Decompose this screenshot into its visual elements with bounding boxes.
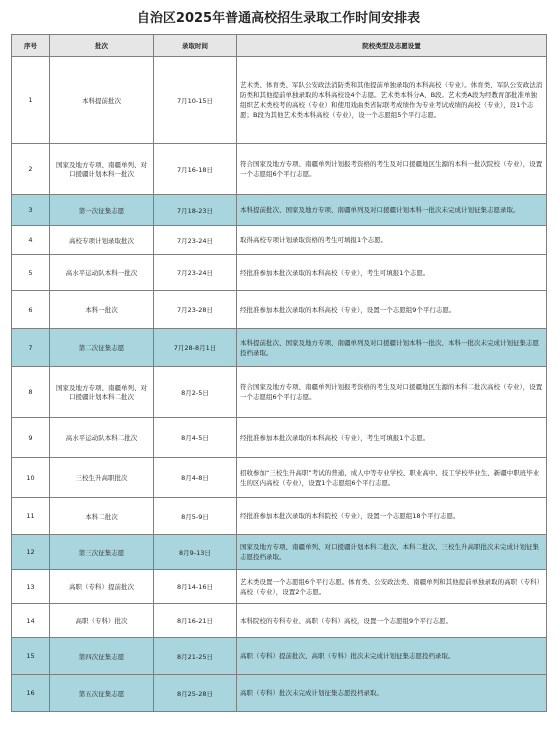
row-description: 艺术类设置一个志愿组6个平行志愿。体育类、公安政法类、南疆单列和其他提前单独录取的高职（专科）高校（专业），设置2个志愿。: [237, 570, 547, 604]
row-time: 8月4-8日: [154, 458, 237, 498]
row-batch: 第一次征集志愿: [50, 195, 154, 226]
row-number: 14: [12, 604, 50, 638]
table-row: [12, 638, 547, 675]
table-body: [12, 57, 547, 712]
table-header-row: [12, 35, 547, 57]
row-batch: 第四次征集志愿: [50, 638, 154, 675]
row-time: 8月25-28日: [154, 675, 237, 712]
row-batch: 第二次征集志愿: [50, 329, 154, 367]
header-desc: 院校类型及志愿设置: [237, 35, 547, 57]
row-description: 经批准参加本批次录取的本科院校（专业），设置一个志愿组18个平行志愿。: [237, 498, 547, 535]
table-row: [12, 604, 547, 638]
row-number: 15: [12, 638, 50, 675]
row-description: 符合国家及地方专项、南疆单列计划报考资格的考生及对口援疆地区生源的本科二批次高校（专业），设置一个志愿组6个平行志愿。: [237, 367, 547, 418]
row-description: 本科提前批次、国家及地方专项、南疆单列及对口援疆计划本科一批次、本科一批次未完成计划征集志愿投档录取。: [237, 329, 547, 367]
row-description: 符合国家及地方专项、南疆单列计划报考资格的考生及对口援疆地区生源的本科一批次院校（专业），设置一个志愿组6个平行志愿。: [237, 144, 547, 195]
row-time: 8月4-5日: [154, 418, 237, 458]
table-row: [12, 458, 547, 498]
row-batch: 第五次征集志愿: [50, 675, 154, 712]
row-batch: 高校专项计划录取批次: [50, 226, 154, 255]
table-row: [12, 226, 547, 255]
table-row: [12, 57, 547, 144]
row-batch: 高职（专科）批次: [50, 604, 154, 638]
row-description: 本科提前批次、国家及地方专项、南疆单列及对口援疆计划本科一批次未完成计划征集志愿录取。: [237, 195, 547, 226]
page-title: 自治区2025年普通高校招生录取工作时间安排表: [136, 11, 421, 26]
row-batch: 本科二批次: [50, 498, 154, 535]
row-batch: 高水平运动队本科二批次: [50, 418, 154, 458]
row-time: 7月23-24日: [154, 255, 237, 291]
header-no: 序号: [12, 35, 50, 57]
row-number: 1: [12, 57, 50, 144]
row-number: 11: [12, 498, 50, 535]
row-time: 7月10-15日: [154, 57, 237, 144]
row-description: 经批准参加本批次录取的本科高校（专业），设置一个志愿组9个平行志愿。: [237, 291, 547, 329]
row-number: 13: [12, 570, 50, 604]
row-time: 7月18-23日: [154, 195, 237, 226]
row-number: 5: [12, 255, 50, 291]
row-batch: 高职（专科）提前批次: [50, 570, 154, 604]
row-time: 8月21-25日: [154, 638, 237, 675]
row-time: 7月23-28日: [154, 291, 237, 329]
row-time: 7月28-8月1日: [154, 329, 237, 367]
row-time: 8月16-21日: [154, 604, 237, 638]
row-time: 7月23-24日: [154, 226, 237, 255]
row-number: 16: [12, 675, 50, 712]
row-time: 7月16-18日: [154, 144, 237, 195]
row-number: 4: [12, 226, 50, 255]
table-row: [12, 329, 547, 367]
header-time: 录取时间: [154, 35, 237, 57]
table-row: [12, 144, 547, 195]
table-row: [12, 418, 547, 458]
row-batch: 国家及地方专项、南疆单列、对口援疆计划本科二批次: [50, 367, 154, 418]
row-batch: 第三次征集志愿: [50, 535, 154, 570]
row-batch: 三校生升高职批次: [50, 458, 154, 498]
table-row: [12, 367, 547, 418]
row-description: 取得高校专项计划录取资格的考生可填报1个志愿。: [237, 226, 547, 255]
row-batch: 国家及地方专项、南疆单列、对口援疆计划本科一批次: [50, 144, 154, 195]
row-description: 招收参加“三校生升高职”考试的普通、成人中等专业学校、职业高中、技工学校毕业生、新疆中职班毕业生的区内高校（专业），设置1个志愿组6个平行志愿。: [237, 458, 547, 498]
row-description: 高职（专科）批次未完成计划征集志愿投档录取。: [237, 675, 547, 712]
table-row: [12, 255, 547, 291]
table-row: [12, 195, 547, 226]
row-time: 8月9-13日: [154, 535, 237, 570]
row-number: 10: [12, 458, 50, 498]
row-description: 经批准参加本批次录取的本科高校（专业），考生可填报1个志愿。: [237, 255, 547, 291]
row-number: 9: [12, 418, 50, 458]
table-row: [12, 535, 547, 570]
table-row: [12, 291, 547, 329]
table-row: [12, 570, 547, 604]
row-time: 8月5-9日: [154, 498, 237, 535]
header-batch: 批次: [50, 35, 154, 57]
row-batch: 本科一批次: [50, 291, 154, 329]
row-number: 2: [12, 144, 50, 195]
row-time: 8月14-16日: [154, 570, 237, 604]
row-number: 7: [12, 329, 50, 367]
row-description: 国家及地方专项、南疆单列、对口援疆计划本科二批次、本科二批次、三校生升高职批次未完成计划征集志愿投档录取。: [237, 535, 547, 570]
schedule-table: [11, 34, 547, 712]
row-number: 12: [12, 535, 50, 570]
row-description: 高职（专科）提前批次、高职（专科）批次未完成计划征集志愿投档录取。: [237, 638, 547, 675]
table-row: [12, 675, 547, 712]
row-description: 艺术类、体育类、军队公安政法消防类和其他提前单独录取的本科高校（专业）。体育类、军队公安政法消防类和其他提前单独录取的本科高校设4个志愿。艺术类本科分A、B段。艺术类A段为经教育部批准单独组织艺术类校考的高校（专业）和使用戏曲类省际联考成绩作为专业考试成绩的高校（专业），设1个志愿；B段为其他艺术类本科高校（专业），设一个志愿组5个平行志愿。: [237, 57, 547, 144]
row-batch: 高水平运动队本科一批次: [50, 255, 154, 291]
table-row: [12, 498, 547, 535]
row-number: 3: [12, 195, 50, 226]
row-number: 6: [12, 291, 50, 329]
row-number: 8: [12, 367, 50, 418]
row-description: 经批准参加本批次录取的本科高校（专业），考生可填报1个志愿。: [237, 418, 547, 458]
row-batch: 本科提前批次: [50, 57, 154, 144]
row-time: 8月2-5日: [154, 367, 237, 418]
row-description: 本科院校的专科专业、高职（专科）高校，设置一个志愿组9个平行志愿。: [237, 604, 547, 638]
